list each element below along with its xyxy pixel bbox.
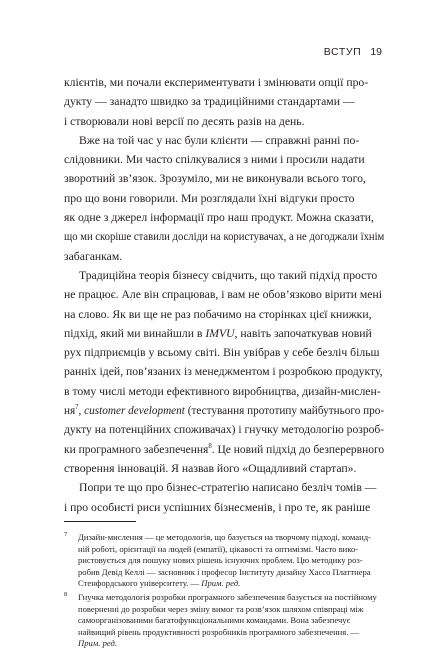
text-line: в тому числі методи ефективного виробництва, дизайн-мислен- bbox=[64, 384, 381, 398]
footnote-line: найвищий рівень продуктивності розробників програмного забезпечення. — bbox=[78, 626, 360, 637]
footnote-divider bbox=[64, 521, 136, 522]
text-line: дукту — занадто швидко за традиційними стандартами — bbox=[64, 95, 355, 109]
text-line: забаганкам. bbox=[64, 249, 123, 263]
text-line: Вже на той час у нас були клієнти — справжні ранні по- bbox=[79, 133, 360, 147]
text-line: що ми скоріше ставили досліди на користувачах, а не догоджали їхнім bbox=[64, 230, 385, 244]
text-line: клієнтів, ми почали експериментувати і змінювати опції про- bbox=[64, 76, 369, 89]
editor-note: Прим. ред. bbox=[201, 578, 241, 589]
emphasis-imvu: IMVU bbox=[205, 326, 235, 340]
text-run: (тестування прототипу майбутнього про- bbox=[184, 404, 385, 418]
text-run: Стенфордського університету. — bbox=[78, 578, 200, 589]
page-number: 19 bbox=[370, 46, 382, 58]
text-line: рух підприємців у всьому світі. Він увібрав у себе безліч більш bbox=[64, 346, 380, 360]
footnote-ref-8[interactable]: 8 bbox=[208, 441, 212, 450]
footnote-line: Дизайн-мислення — це методологія, що базується на творчому підході, команд- bbox=[78, 532, 371, 542]
footnote-line: робив Девід Келлі — засновник і професор Інституту дизайну Хассо Платтнера bbox=[78, 566, 371, 577]
footnote-line: ній роботі, орієнтації на людей (емпатії), цікавості та оптимізмі. Часто вико- bbox=[78, 543, 359, 554]
text-line: на слово. Як ви ще не раз побачимо на сторінках цієї книжки, bbox=[64, 307, 372, 321]
text-run: , навіть започаткував новий bbox=[234, 326, 372, 340]
text-run: . Це новий підхід до безперервного bbox=[211, 442, 385, 456]
emphasis-customer-development: customer development bbox=[84, 404, 185, 418]
text-line bbox=[64, 440, 385, 459]
text-run: , bbox=[78, 404, 85, 418]
text-run: ня bbox=[64, 404, 76, 418]
text-line: Традиційна теорія бізнесу свідчить, що такий підхід просто bbox=[79, 268, 378, 282]
footnote-line bbox=[78, 638, 384, 650]
running-head bbox=[324, 46, 382, 58]
text-line: як одне з джерел інформації про наш продукт. Можна сказати, bbox=[64, 211, 374, 225]
text-line: ранніх ідей, пов’язаних із менеджментом і розробкою продукту, bbox=[64, 365, 383, 379]
text-run: підхід, який ми винайшли в bbox=[64, 326, 206, 340]
paragraph-4 bbox=[64, 478, 384, 517]
paragraph-1 bbox=[64, 73, 384, 131]
paragraph-2 bbox=[64, 131, 384, 266]
footnotes bbox=[64, 532, 384, 652]
text-line: Попри те що про бізнес-стратегію написано безліч томів — bbox=[79, 481, 377, 495]
text-line: не працює. Але він спрацював, і вам не обов’язково вірити мені bbox=[64, 288, 382, 302]
footnote-ref-7[interactable]: 7 bbox=[75, 403, 79, 412]
section-title: ВСТУП bbox=[323, 46, 362, 58]
text-line bbox=[64, 324, 384, 343]
body-text bbox=[64, 73, 384, 517]
editor-note: Прим. ред. bbox=[78, 638, 117, 649]
footnote-line: Гнучка методологія розробки програмного забезпечення базується на постійному bbox=[78, 591, 377, 602]
footnote-line: самоорганізованими багатофункціональними командами. Вона забезпечує bbox=[78, 615, 351, 626]
text-line: і про особисті риси успішних бізнесменів, і про те, як раніше bbox=[64, 500, 371, 514]
text-line: слідовники. Ми часто спілкувалися з ними і просили надати bbox=[64, 153, 365, 167]
text-run: ки програмного забезпечення bbox=[64, 442, 209, 456]
text-line: і створювали нові версії по десять разів на день. bbox=[64, 114, 305, 128]
footnote-number: 7 bbox=[64, 531, 68, 538]
text-line bbox=[64, 401, 385, 420]
footnote-line: ристовується для пошуку нових рішень існуючих проблем. Цю методику роз- bbox=[78, 555, 363, 566]
footnote-8 bbox=[64, 592, 384, 650]
paragraph-3 bbox=[64, 266, 384, 478]
footnote-line bbox=[78, 578, 384, 590]
footnote-7 bbox=[64, 532, 384, 590]
footnote-line: поверненні до розробки через зміну вимог та розв’язок шляхом співпраці між bbox=[78, 603, 364, 614]
text-line: зворотний зв’язок. Зрозуміло, ми не виконували всього того, bbox=[64, 172, 366, 186]
footnote-number: 8 bbox=[64, 590, 68, 598]
text-line: створення інновацій. Я назвав його «Ощадливий стартап». bbox=[64, 461, 357, 475]
text-line: про що вони говорили. Ми розглядали їхні відгуки просто bbox=[64, 191, 355, 205]
text-line: дукту на потенційних споживачах) і гнучку методологію розроб- bbox=[64, 423, 385, 437]
